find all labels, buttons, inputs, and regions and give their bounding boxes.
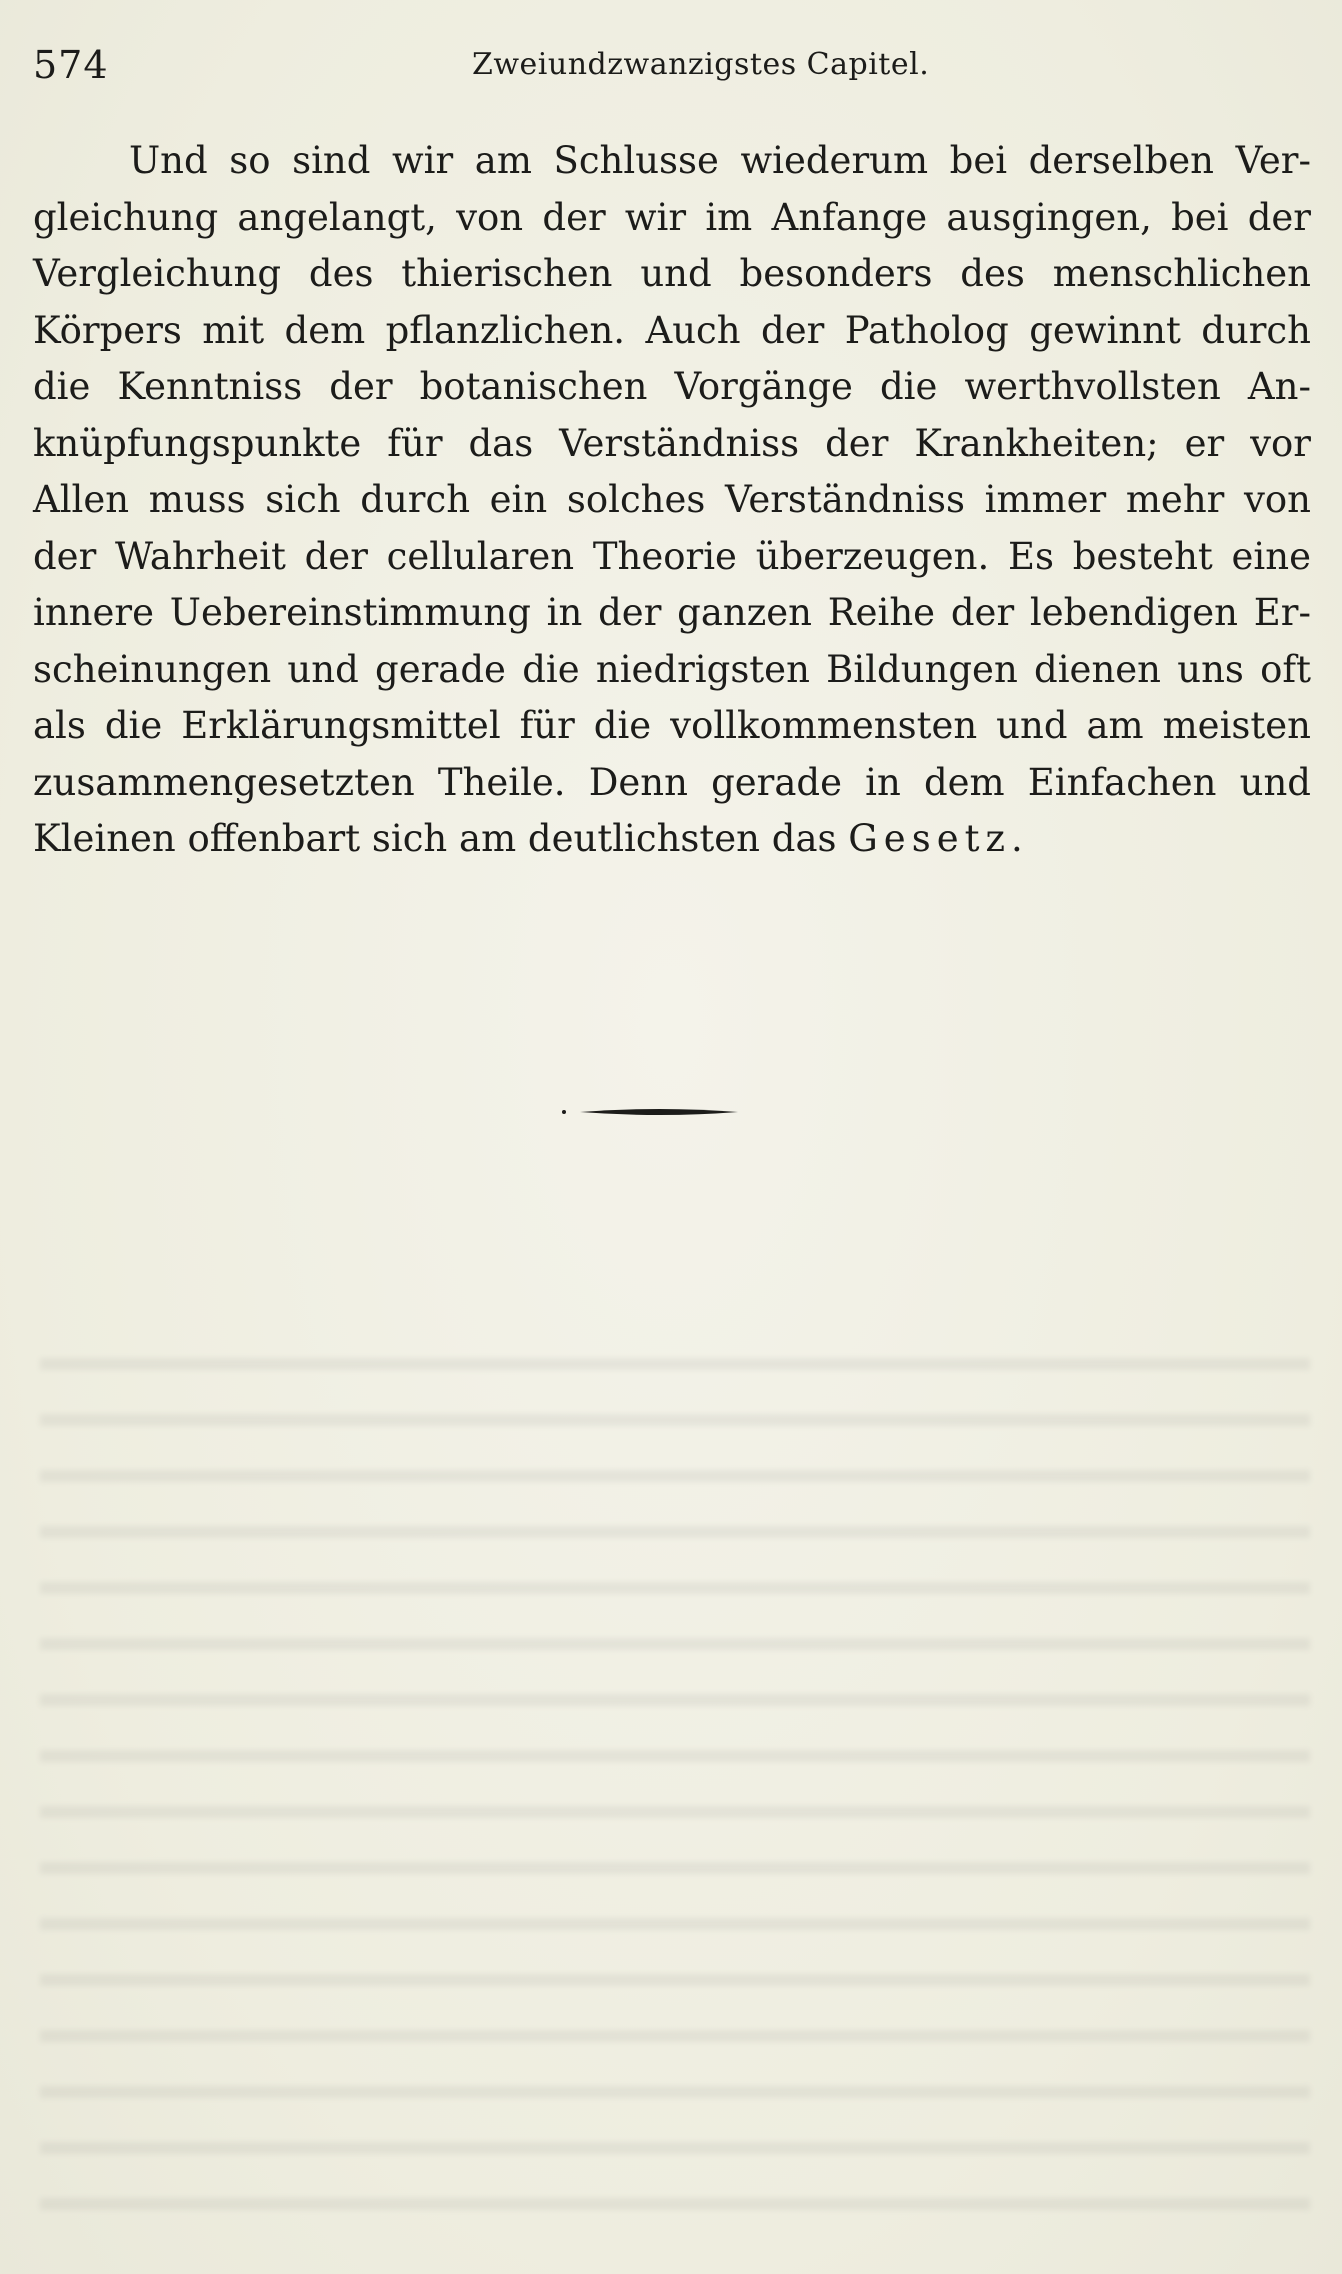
text-line: Und so sind wir am Schlusse wiederum bei derselben Ver- xyxy=(129,139,1311,182)
show-through-texture xyxy=(40,1330,1310,2230)
text-line: innere Uebereinstimmung in der ganzen Reihe der lebendigen Er- xyxy=(33,591,1311,634)
text-line: der Wahrheit der cellularen Theorie überzeugen. Es besteht eine xyxy=(33,534,1311,578)
text-line: scheinungen und gerade die niedrigsten Bildungen dienen uns oft xyxy=(33,647,1311,691)
text-line: gleichung angelangt, von der wir im Anfange ausgingen, bei der xyxy=(33,195,1311,239)
ornament-dot xyxy=(562,1110,566,1114)
text-line-final xyxy=(33,811,1311,868)
text-line: zusammengesetzten Theile. Denn gerade in dem Einfachen und xyxy=(33,760,1311,804)
paragraph xyxy=(33,133,1311,868)
text-line: Allen muss sich durch ein solches Verständniss immer mehr von xyxy=(33,478,1311,521)
text-line: als die Erklärungsmittel für die vollkommensten und am meisten xyxy=(33,704,1311,747)
text-line: Vergleichung des thierischen und besonders des menschlichen xyxy=(33,252,1311,295)
running-head: Zweiundzwanzigstes Capitel. xyxy=(472,47,930,82)
emphasized-word: Gesetz xyxy=(848,817,1011,860)
closing-rule-ornament xyxy=(560,1100,740,1124)
text-line: die Kenntniss der botanischen Vorgänge die werthvollsten An- xyxy=(33,365,1311,408)
page-number: 574 xyxy=(33,43,109,87)
ornament-swell-line xyxy=(580,1109,738,1115)
text-line: Körpers mit dem pflanzlichen. Auch der Patholog gewinnt durch xyxy=(33,308,1311,352)
final-period: . xyxy=(1010,817,1023,860)
text-line: knüpfungspunkte für das Verständniss der Krankheiten; er vor xyxy=(33,421,1311,465)
final-line-text: Kleinen offenbart sich am deutlichsten das xyxy=(33,817,849,860)
